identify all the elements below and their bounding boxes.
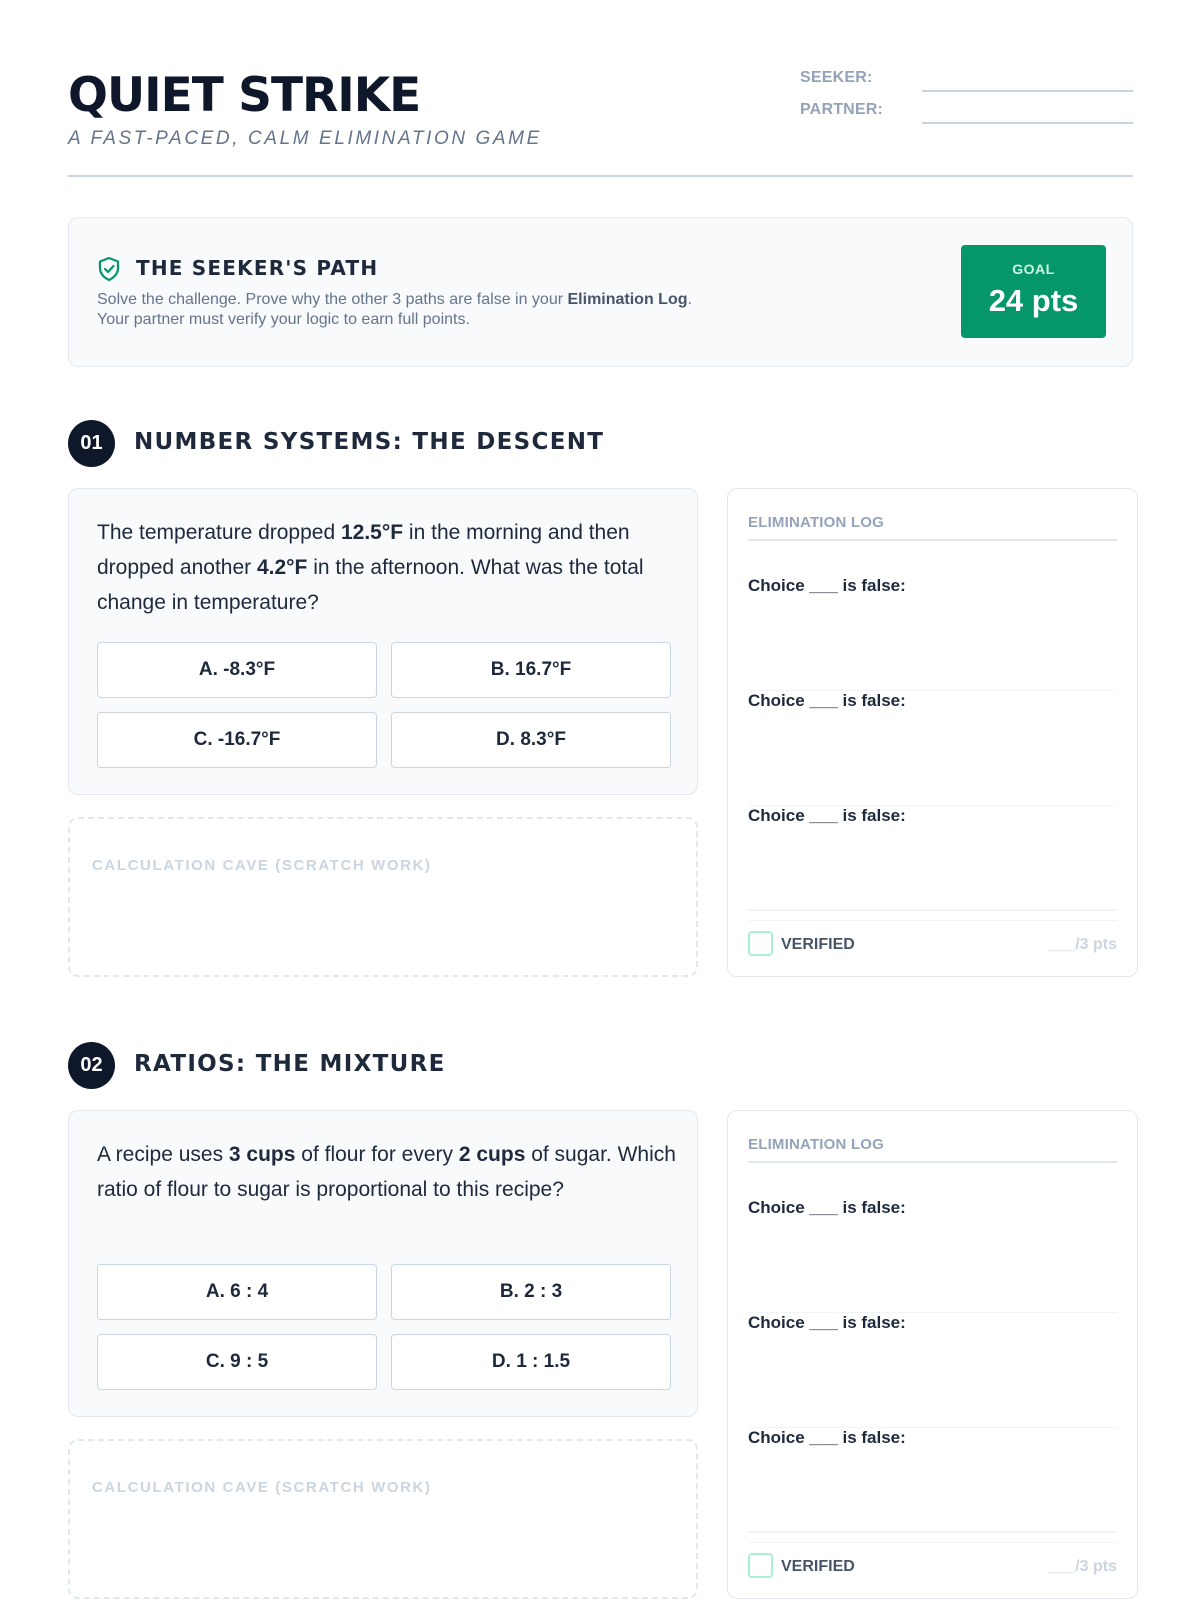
choice-b[interactable]: B. 16.7°F <box>391 642 671 698</box>
intro-text <box>97 290 857 330</box>
log-entry-label: Choice ___ is false: <box>748 806 906 825</box>
intro-text-line2: Your partner must verify your logic to earn full points. <box>97 311 470 328</box>
elimination-log <box>727 1110 1138 1599</box>
log-entry[interactable] <box>748 691 1117 806</box>
question-part: in the morning and then dropped another <box>97 521 630 579</box>
scratch-work-area[interactable] <box>68 1439 698 1599</box>
question-text <box>97 515 677 620</box>
section-ratios <box>68 1042 1133 1600</box>
log-entry-label: Choice ___ is false: <box>748 691 906 710</box>
section-title: NUMBER SYSTEMS: THE DESCENT <box>134 429 605 455</box>
question-part: of sugar. Which ratio of flour to sugar is proportional to this recipe? <box>97 1143 676 1201</box>
log-entry-label: Choice ___ is false: <box>748 1198 906 1217</box>
verified-checkbox[interactable] <box>748 931 773 956</box>
question-bold: 3 cups <box>228 1143 296 1166</box>
log-title: ELIMINATION LOG <box>748 1136 1117 1163</box>
question-card <box>68 1110 698 1417</box>
intro-title: THE SEEKER'S PATH <box>136 256 379 280</box>
seekers-path-panel <box>68 217 1133 367</box>
choice-b[interactable]: B. 2 : 3 <box>391 1264 671 1320</box>
verified-label: VERIFIED <box>781 936 855 953</box>
scratch-label: CALCULATION CAVE (SCRATCH WORK) <box>92 857 432 874</box>
log-entry[interactable] <box>748 576 1117 691</box>
goal-badge <box>961 245 1106 338</box>
points-field[interactable]: ___/3 pts <box>1048 1558 1117 1575</box>
question-bold: 4.2°F <box>256 556 308 579</box>
partner-label: PARTNER: <box>800 101 884 118</box>
page-title: QUIET STRIKE <box>68 68 421 123</box>
question-bold: 2 cups <box>458 1143 526 1166</box>
seeker-field[interactable] <box>800 66 1133 96</box>
section-title: RATIOS: THE MIXTURE <box>134 1051 446 1077</box>
seeker-label: SEEKER: <box>800 69 873 86</box>
choice-a[interactable]: A. 6 : 4 <box>97 1264 377 1320</box>
goal-label: GOAL <box>1012 261 1055 277</box>
partner-input-line[interactable] <box>922 122 1133 124</box>
partner-field[interactable] <box>800 98 1133 128</box>
intro-text-part: . <box>687 291 692 308</box>
page-subtitle: A FAST-PACED, CALM ELIMINATION GAME <box>68 128 542 149</box>
log-entry-label: Choice ___ is false: <box>748 1428 906 1447</box>
log-entry[interactable] <box>748 1313 1117 1428</box>
section-number: 01 <box>68 420 115 467</box>
question-part: in the afternoon. What was the total change in temperature? <box>97 556 644 614</box>
question-part: A recipe uses <box>97 1143 229 1166</box>
log-entry[interactable] <box>748 1198 1117 1313</box>
verified-label: VERIFIED <box>781 1558 855 1575</box>
intro-text-bold: Elimination Log <box>567 291 688 308</box>
seeker-input-line[interactable] <box>922 90 1133 92</box>
goal-value: 24 pts <box>988 283 1079 318</box>
points-field[interactable]: ___/3 pts <box>1048 936 1117 953</box>
scratch-work-area[interactable] <box>68 817 698 977</box>
choice-d[interactable]: D. 1 : 1.5 <box>391 1334 671 1390</box>
page-header <box>68 0 1133 177</box>
question-part: of flour for every <box>295 1143 459 1166</box>
choice-c[interactable]: C. 9 : 5 <box>97 1334 377 1390</box>
section-number-systems <box>68 420 1133 1020</box>
verified-checkbox[interactable] <box>748 1553 773 1578</box>
question-text <box>97 1137 677 1207</box>
question-bold: 12.5°F <box>340 521 404 544</box>
choice-a[interactable]: A. -8.3°F <box>97 642 377 698</box>
log-title: ELIMINATION LOG <box>748 514 1117 541</box>
elimination-log <box>727 488 1138 977</box>
choice-d[interactable]: D. 8.3°F <box>391 712 671 768</box>
log-footer <box>748 909 1117 969</box>
question-card <box>68 488 698 795</box>
scratch-label: CALCULATION CAVE (SCRATCH WORK) <box>92 1479 432 1496</box>
question-part: The temperature dropped <box>97 521 341 544</box>
choice-c[interactable]: C. -16.7°F <box>97 712 377 768</box>
log-entry[interactable] <box>748 806 1117 921</box>
log-entry-label: Choice ___ is false: <box>748 576 906 595</box>
shield-check-icon <box>97 256 121 282</box>
log-entry[interactable] <box>748 1428 1117 1543</box>
log-footer <box>748 1531 1117 1591</box>
section-number: 02 <box>68 1042 115 1089</box>
log-entry-label: Choice ___ is false: <box>748 1313 906 1332</box>
intro-text-part: Solve the challenge. Prove why the other 3 paths are false in your <box>97 291 568 308</box>
